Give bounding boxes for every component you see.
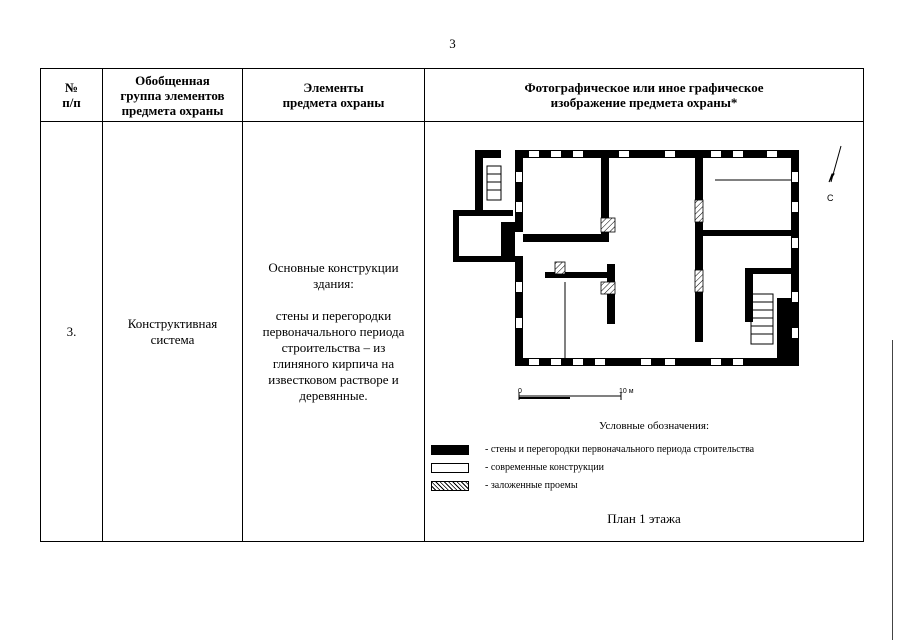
heritage-table — [40, 68, 864, 542]
plan-walls — [453, 150, 799, 366]
legend-item-modern — [431, 460, 604, 476]
legend-swatch-black — [431, 445, 469, 455]
plan-modern-lines — [487, 166, 791, 358]
header-group-text: Обобщенная группа элементов предмета охраны — [120, 72, 225, 118]
plan-filled-openings — [555, 200, 703, 294]
row-group — [103, 122, 243, 542]
legend-label: - заложенные проемы — [485, 480, 578, 491]
row-group-text: Конструктивная система — [127, 315, 218, 347]
scale-zero-label: 0 — [518, 388, 522, 395]
legend-item-filled-openings — [431, 478, 578, 494]
page-number: 3 — [449, 36, 456, 51]
table-row — [41, 122, 864, 542]
plan-window-gaps — [516, 151, 798, 365]
plan-caption: План 1 этажа — [607, 511, 681, 526]
elements-intro: Основные конструкции здания: — [268, 259, 399, 291]
header-image — [425, 69, 864, 122]
header-num-text: № п/п — [62, 80, 81, 110]
north-label: С — [827, 193, 834, 203]
header-group — [103, 69, 243, 122]
elements-body: стены и перегородки первоначального периода строительства – из глиняного кирпича на известковом растворе и деревянные. — [262, 307, 405, 403]
legend-item-original-walls — [431, 442, 754, 458]
legend-label: - современные конструкции — [485, 462, 604, 473]
legend-title: Условные обозначения: — [599, 420, 710, 432]
header-elements-text: Элементы предмета охраны — [282, 80, 385, 110]
header-image-text: Фотографическое или иное графическое изображение предмета охраны* — [524, 80, 764, 110]
row-num-text: 3. — [66, 323, 77, 339]
header-elements — [243, 69, 425, 122]
row-image — [425, 122, 864, 542]
legend-swatch-hatch — [431, 481, 469, 491]
north-arrow — [829, 146, 841, 182]
scan-edge-line — [892, 340, 893, 640]
row-elements — [243, 122, 425, 542]
legend-swatch-white — [431, 463, 469, 473]
scale-ten-label: 10 м — [619, 388, 634, 395]
scale-bar — [519, 392, 621, 400]
row-num — [41, 122, 103, 542]
table-header-row — [41, 69, 864, 122]
header-num — [41, 69, 103, 122]
legend-label: - стены и перегородки первоначального периода строительства — [485, 444, 755, 455]
